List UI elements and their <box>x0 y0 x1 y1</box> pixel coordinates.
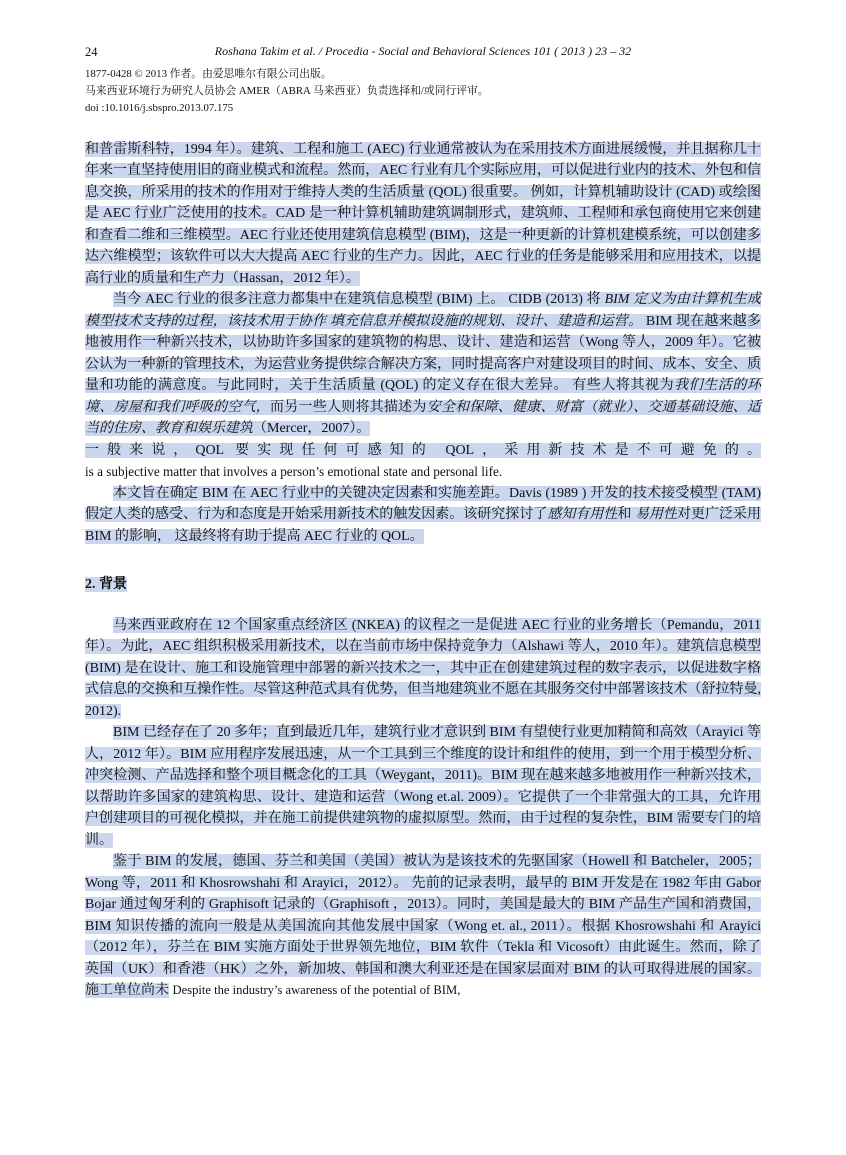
issn-copyright-line: 1877-0428 © 2013 作者。由爱思唯尔有限公司出版。 <box>85 68 332 80</box>
ease-of-use-italic: 易用性 <box>634 507 677 522</box>
paragraph-2-segment: 当今 AEC 行业的很多注意力都集中在建筑信息模型 (BIM) 上。 CIDB (2013) 将 <box>113 292 605 307</box>
paragraph-2 <box>85 289 761 440</box>
peer-review-line: 马来西亚环境行为研究人员协会 AMER（ABRA 马来西亚）负责选择和/或同行评审。 <box>85 84 489 97</box>
doi-line: doi :10.1016/j.sbspro.2013.07.175 <box>85 102 234 114</box>
page-content <box>85 44 761 1002</box>
paragraph-2-citation: （Mercer，2007）。 <box>253 421 371 436</box>
paragraph-1 <box>85 139 761 290</box>
paragraph-3-segment: 和 <box>617 507 635 522</box>
paragraph-2-segment: BIM 现在越来越多地被用作一种新兴技术，以协助许多国家的建筑物的构思、设计、建造和运营（Wong 等人，2009 年）。它被公认为一种新的管理技术，为运营业务提供综合解决方案，同时提高客户对建设项目的时间、成本、安全、质量和功能的满意度。与此同时，关于生活质量 (QOL) 的定义存在很大差异。 有些人将其视为 <box>85 313 761 393</box>
perceived-usefulness-italic: 感知有用性 <box>547 507 618 522</box>
paragraph-6 <box>85 851 761 1002</box>
paragraph-6-text: 鉴于 BIM 的发展，德国、芬兰和美国（美国）被认为是该技术的先驱国家（Howell 和 Batcheler，2005；Wong 等，2011 和 Khosrowshahi 和 Arayici，2012）。 先前的记录表明，最早的 BIM 开发是在 1982 年由 Gabor Bojar 通过匈牙利的 Graphisoft 记录的（Graphisoft ，2013）。同时，美国是最大的 BIM 产品生产国和消费国，BIM 知识传播的流向一般是从美国流向其他发展中国家（Wong et. al., 2011）。根据 Khosrowshahi 和 Arayici（2012 年），芬兰在 BIM 实施方面处于世界领先地位，BIM 软件（Tekla 和 Vicosoft）由此诞生。然而，除了英国（UK）和香港（HK）之外，新加坡、韩国和澳大利亚还是在国家层面对 BIM 的认可取得进展的国家。 施工单位尚未 <box>85 854 761 998</box>
qol-description-italic-2: 安全和保障、健康、财富（就业）、交通基础设施、适当的住房、教育和娱乐建筑 <box>85 399 762 436</box>
qol-statement-line <box>85 440 761 462</box>
untranslated-english-text: is a subjective matter that involves a person’s emotional state and personal life. <box>85 464 503 479</box>
paragraph-6-english-fragment: Despite the industry’s awareness of the potential of BIM, <box>172 983 461 997</box>
page-number: 24 <box>85 45 98 59</box>
paragraph-4-text: 马来西亚政府在 12 个国家重点经济区 (NKEA) 的议程之一是促进 AEC 行业的业务增长（Pemandu，2011 年）。为此，AEC 组织积极采用新技术，以在当前市场中保持竞争力（Alshawi 等人，2010 年）。建筑信息模型 (BIM) 是在设计、施工和设施管理中部署的新兴技术之一，其中正在创建建筑过程的数字表示，以促进数字格式信息的交换和互操作性。尽管这种范式具有优势，但当地建筑业不愿在其服务交付中部署该技术（舒拉特曼, 2012). <box>85 617 761 719</box>
qol-statement-text: 一般来说，QOL 要实现任何可感知的 QOL，采用新技术是不可避免的。 <box>85 442 761 458</box>
paragraph-5-text: BIM 已经存在了 20 多年；直到最近几年，建筑行业才意识到 BIM 有望使行业更加精简和高效（Arayici 等人，2012 年）。BIM 应用程序发展迅速，从一个工具到三个维度的设计和组件的使用，到一个用于模型分析、冲突检测、产品选择和整个项目概念化的工具（Weygant，2011)。BIM 现在越来越多地被用作一种新兴技术，以帮助许多国家的建筑构思、设计、建造和运营（Wong et.al. 2009）。它提供了一个非常强大的工具，允许用户创建项目的可视化模拟，并在施工前提供建筑物的虚拟原型。然而，由于过程的复杂性，BIM 需要专门的培训。 <box>85 725 761 848</box>
qol-description-italic: 我们生活的环境、房屋和我们呼吸的空气， <box>85 378 761 415</box>
running-head-row <box>85 44 761 61</box>
bim-definition-italic: BIM 定义为由计算机生成模型技术支持的过程，该技术用于协作 填充信息并模拟设施的规划、设计、建造和运营。 <box>85 292 761 329</box>
paragraph-3 <box>85 483 761 548</box>
untranslated-english-line <box>85 461 761 483</box>
paragraph-2-segment: 而另一些人则将其描述为 <box>270 399 427 415</box>
paragraph-3-segment: 对更广泛采用 BIM 的影响， 这最终将有助于提高 AEC 行业的 QOL。 <box>85 507 762 544</box>
section-2-heading <box>85 574 761 596</box>
paragraph-1-text: 和普雷斯科特，1994 年）。建筑、工程和施工 (AEC) 行业通常被认为在采用技术方面进展缓慢，并且据称几十年来一直坚持使用旧的商业模式和流程。然而，AEC 行业有几个实际应用，可以促进行业内的技术、外包和信息交换，所采用的技术的作用对于维持人类的生活质量 (QOL) 很重要。 例如，计算机辅助设计 (CAD) 或绘图是 AEC 行业广泛使用的技术。CAD 是一种计算机辅助建筑调制形式，建筑师、工程师和承包商使用它来创建和查看二维和三维模型。AEC 行业还使用建筑信息模型 (BIM)，这是一种更新的计算机建模系统，可以创建多达六维模型；该软件可以大大提高 AEC 行业的生产力。因此，AEC 行业的任务是能够采用和应用技术，以提高行业的质量和生产力（Hassan，2012 年）。 <box>85 141 761 286</box>
article-body <box>85 139 761 1002</box>
paragraph-3-segment: 本文旨在确定 BIM 在 AEC 行业中的关键决定因素和实施差距。Davis (1989 ) 开发的技术接受模型 (TAM)假定人类的感受、行为和态度是开始采用新技术的触发因素。该研究探讨了 <box>85 485 761 522</box>
section-2-heading-text: 2. 背景 <box>85 577 127 592</box>
page-header <box>85 44 761 117</box>
running-head: Roshana Takim et al. / Procedia - Social and Behavioral Sciences 101 ( 2013 ) 23 – 32 <box>214 44 632 58</box>
paragraph-4 <box>85 615 761 723</box>
paragraph-5 <box>85 722 761 851</box>
